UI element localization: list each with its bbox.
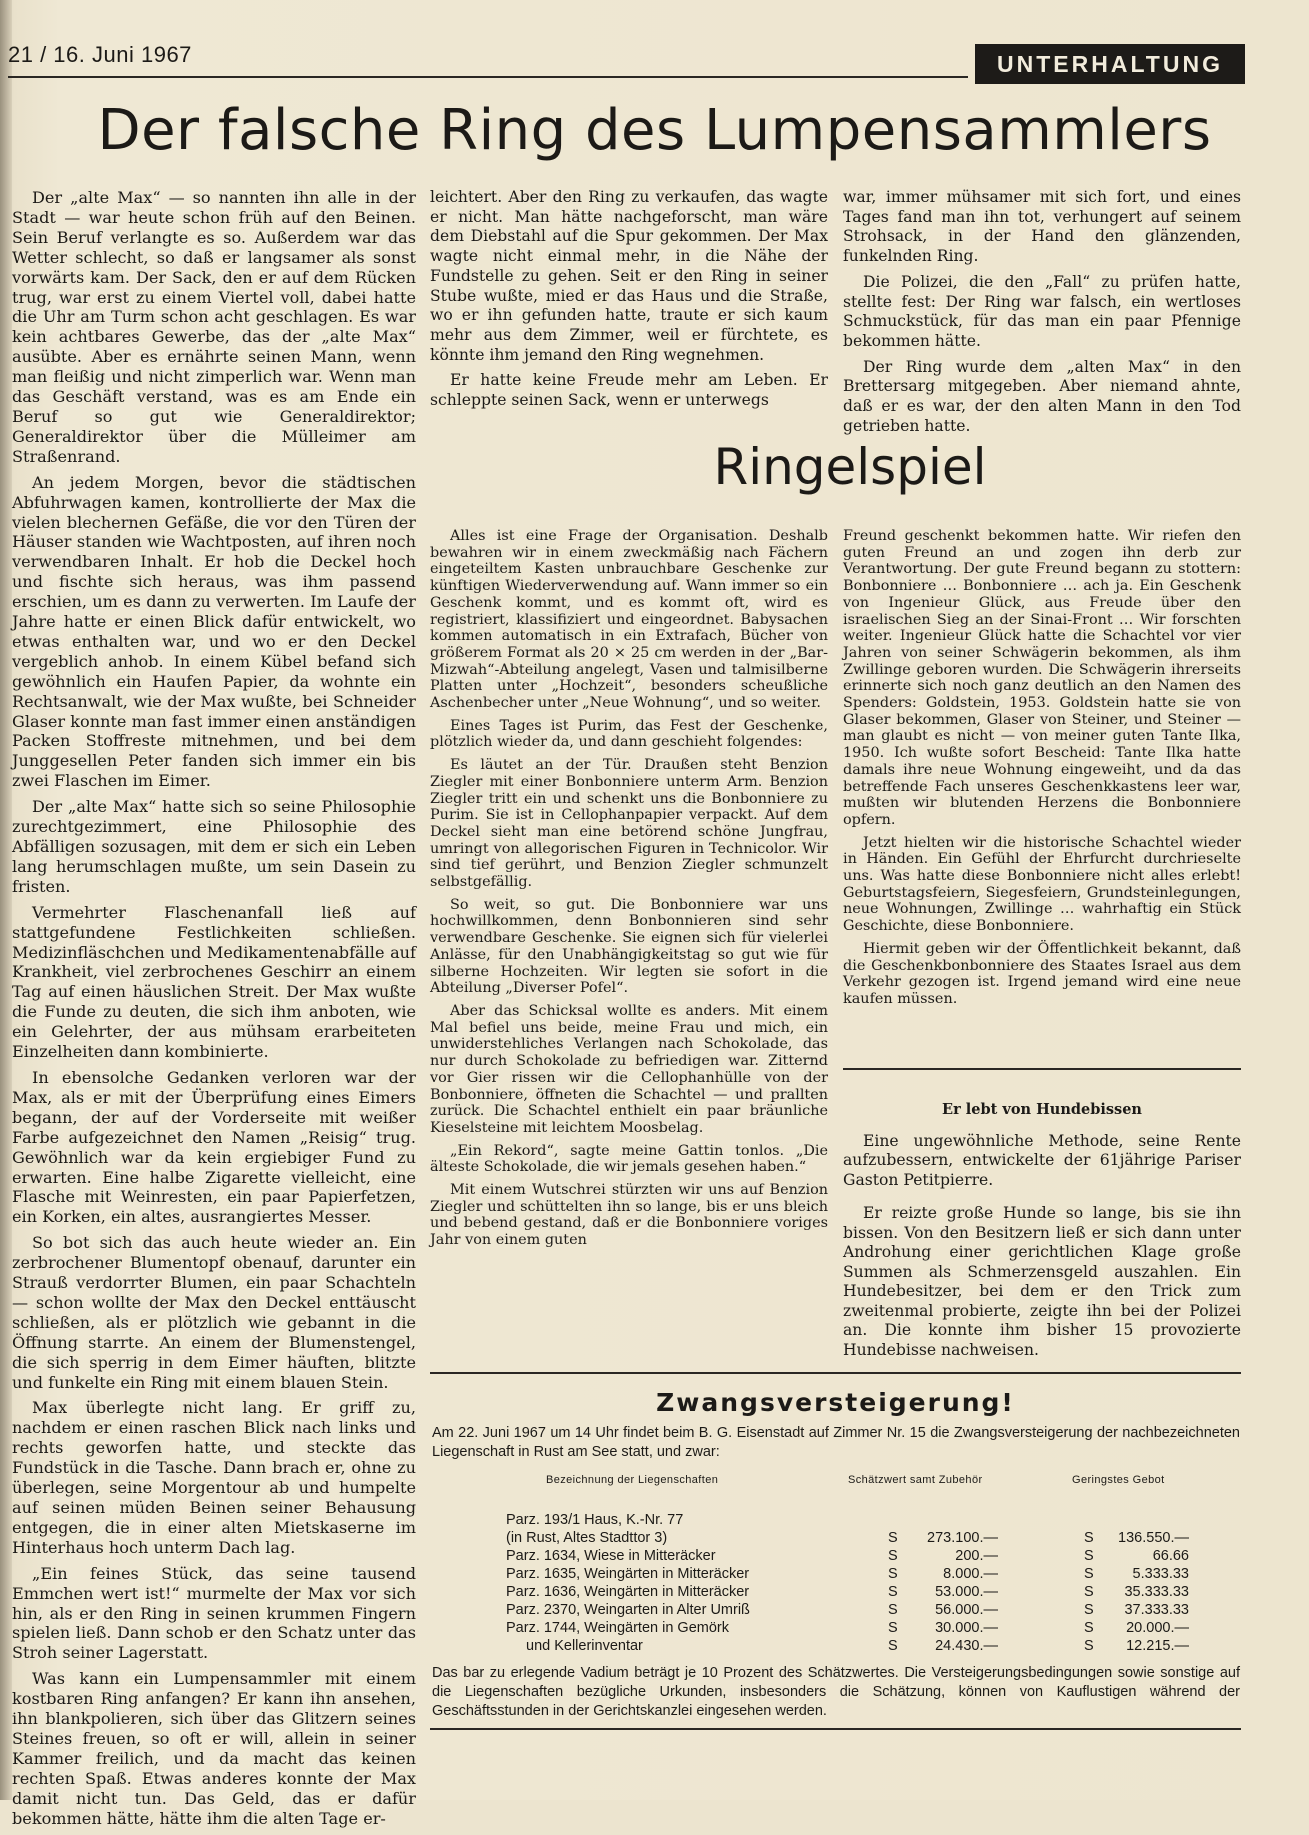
currency-symbol: S	[1084, 1602, 1094, 1618]
paragraph: Mit einem Wutschrei stürzten wir uns auf Benzion Ziegler und schüttelten ihn so lange, bis er uns bleich und bebend gestand, daß er die Bonbonniere voriges Jahr von einem guten	[430, 1182, 828, 1249]
paragraph: Es läutet an der Tür. Draußen steht Benzion Ziegler mit einer Bonbonniere unterm Arm. Benzion Ziegler tritt ein und schenkt uns die Bonbonniere zu Purim. Sie ist in Cellophanpapier verpackt. Auf dem Deckel sieht man eine betörend schöne Jungfrau, umringt von allegorischen Figuren in Technicolor. Wir sind tief gerührt, und Benzion Ziegler schmunzelt selbstgefällig.	[430, 757, 828, 891]
page-folio: 21 / 16. Juni 1967	[8, 42, 192, 67]
minimum-bid-value: 5.333.33	[1132, 1566, 1189, 1582]
notice-footer: Das bar zu erlegende Vadium beträgt je 10 Prozent des Schätzwertes. Die Versteigerungsbedingungen sowie sonstige auf die Liegenschaften bezügliche Urkunden, insbesonders die Schätzung, können von Kauflustigen während der Geschäftsstunden in der Gerichtskanzlei eingesehen werden.	[432, 1665, 1240, 1719]
currency-symbol: S	[1084, 1548, 1094, 1564]
table-row	[506, 1512, 1176, 1530]
currency-symbol: S	[1084, 1584, 1094, 1600]
currency-symbol: S	[888, 1566, 898, 1582]
paragraph: Die Polizei, die den „Fall“ zu prüfen hatte, stellte fest: Der Ring war falsch, ein wertloses Schmuckstück, für das man ein paar Pfennige bekommen hätte.	[843, 272, 1241, 350]
paragraph: Der „alte Max“ hatte sich so seine Philosophie zurechtgezimmert, eine Philosophie des Abfälligen sozusagen, mit dem er sich ein Leben lang herumschlagen mußte, um sein Dasein zu fristen.	[12, 797, 416, 896]
table-row	[506, 1602, 1189, 1620]
currency-symbol: S	[888, 1638, 898, 1654]
minimum-bid-value: 136.550.—	[1118, 1530, 1189, 1546]
property-label: Parz. 1635, Weingärten in Mitteräcker	[506, 1566, 750, 1582]
table-row	[506, 1584, 1189, 1602]
table-row	[506, 1530, 1189, 1548]
paragraph: So bot sich das auch heute wieder an. Ein zerbrochener Blumentopf obenauf, darunter ein Strauß verdorrter Blumen, ein paar Schachteln — schon wollte der Max den Deckel enttäuscht schließen, als er plötzlich wie gebannt in die Öffnung starrte. An einem der Blumenstengel, die sich sperrig in dem Eimer häuften, blitzte und funkelte ein Ring mit einem blauen Stein.	[12, 1233, 416, 1392]
header-rule	[8, 76, 968, 78]
table-row	[506, 1638, 1189, 1656]
paragraph: Jetzt hielten wir die historische Schachtel wieder in Händen. Ein Gefühl der Ehrfurcht durchrieselte uns. Was hatte diese Bonbonniere nicht alles erlebt! Geburtstagsfeiern, Siegesfeiern, Grundsteinlegungen, neue Wohnungen, Zwillinge … wahrhaftig ein Stück Geschichte, diese Bonbonniere.	[843, 834, 1241, 935]
paragraph: Freund geschenkt bekommen hatte. Wir riefen den guten Freund an und zogen ihn derb zur Verantwortung. Der gute Freund begann zu stottern: Bonbonniere … Bonbonniere … ach ja. Ein Geschenk von Ingenieur Glück, aus Freude über den israelischen Sieg an der Sinai-Front … Wir forschten weiter. Ingenieur Glück hatte die Schachtel vor vier Jahren von seiner Schwägerin bekommen, als ihm Zwillinge geboren wurden. Die Schwägerin ihrerseits erinnerte sich noch ganz deutlich an den Namen des Spenders: Goldstein, 1953. Goldstein hatte sie von Glaser bekommen, Glaser von Steiner, und Steiner — man glaubt es nicht — von meiner guten Tante Ilka, 1950. Ich wußte sofort Bescheid: Tante Ilka hatte damals ihre neue Wohnung eingeweiht, und da das betreffende Fach unseres Geschenkkastens leer war, mußten wir blutenden Herzens die Bonbonniere opfern.	[843, 528, 1241, 828]
paragraph: Aber das Schicksal wollte es anders. Mit einem Mal befiel uns beide, meine Frau und mich, ein unwiderstehliches Verlangen nach Schokolade, das nur durch Schokolade zu befriedigen war. Zitternd vor Gier rissen wir die Cellophanhülle von der Bonbonniere, öffneten die Schachtel — und prallten zurück. Die Schachtel enthielt ein paar bräunliche Kieselsteine mit leichtem Moosbelag.	[430, 1002, 828, 1136]
minimum-bid-value: 12.215.—	[1126, 1638, 1189, 1654]
property-label: (in Rust, Altes Stadttor 3)	[506, 1530, 668, 1546]
article-ringelspiel-column-1	[430, 528, 828, 1255]
table-row	[506, 1566, 1189, 1584]
currency-symbol: S	[888, 1530, 898, 1546]
auction-table	[506, 1512, 1189, 1656]
property-label: Parz. 193/1 Haus, K.-Nr. 77	[506, 1512, 684, 1528]
article-headline-ringelspiel: Ringelspiel	[713, 438, 987, 496]
paragraph: „Ein Rekord“, sagte meine Gattin tonlos. „Die älteste Schokolade, die wir jemals gesehen haben.“	[430, 1142, 828, 1176]
article-headline-hundebisse: Er lebt von Hundebissen	[942, 1101, 1142, 1118]
table-header-property: Bezeichnung der Liegenschaften	[546, 1474, 719, 1486]
property-label: Parz. 2370, Weingarten in Alter Umriß	[506, 1602, 750, 1618]
paragraph: Max überlegte nicht lang. Er griff zu, nachdem er einen raschen Blick nach links und rechts geworfen hatte, und steckte das Fundstück in die Tasche. Dann brach er, ohne zu überlegen, seine Morgentour ab und humpelte auf seinen müden Beinen seiner Behausung entgegen, die in einer alten Mietskaserne im Hinterhaus hoch unterm Dach lag.	[12, 1398, 416, 1557]
paragraph: Eines Tages ist Purim, das Fest der Geschenke, plötzlich wieder da, und dann geschieht folgendes:	[430, 717, 828, 751]
article-ring-column-2	[430, 188, 828, 417]
paragraph: war, immer mühsamer mit sich fort, und eines Tages fand man ihn tot, verhungert auf seinem Strohsack, in der Hand den glänzenden, funkelnden Ring.	[843, 188, 1241, 266]
valuation-value: 8.000.—	[943, 1566, 998, 1582]
minimum-bid-value: 20.000.—	[1126, 1620, 1189, 1636]
paragraph: Was kann ein Lumpensammler mit einem kostbaren Ring anfangen? Er kann ihn ansehen, ihn blankpolieren, sich über das Glitzern seines Steines freuen, so oft er will, allein in seiner Kammer freilich, und da macht das keinen rechten Spaß. Etwas anderes konnte der Max damit nicht tun. Das Geld, das er dafür bekommen hätte, hätte ihm die alten Tage er-	[12, 1669, 416, 1828]
property-label: Parz. 1744, Weingärten in Gemörk	[506, 1620, 729, 1636]
section-rubric: UNTERHALTUNG	[975, 44, 1245, 84]
paragraph: „Ein feines Stück, das seine tausend Emmchen wert ist!“ murmelte der Max vor sich hin, als er den Ring in seinen krummen Fingern spielen ließ. Dann schob er den Schatz unter das Stroh seiner Lagerstatt.	[12, 1563, 416, 1663]
short-news-rule	[843, 1068, 1241, 1070]
paragraph: An jedem Morgen, bevor die städtischen Abfuhrwagen kamen, kontrollierte der Max die vielen blechernen Gefäße, die vor den Türen der Häuser standen wie Wachtposten, auf ihren noch verwendbaren Inhalt. Er hob die Deckel hoch und fischte sich heraus, was ihm passend erschien, um es dann zu verwerten. Im Laufe der Jahre hatte er einen Blick dafür entwickelt, wo etwas enthalten war, und wo er den Deckel vergeblich anhob. In einem Kübel befand sich gewöhnlich ein Haufen Papier, da wohnte ein Rechtsanwalt, wie der Max wußte, bei Schneider Glaser konnte man fast immer einen anständigen Packen Stoffreste mitnehmen, und bei dem Junggesellen Peter fanden sich immer ein bis zwei Flaschen im Eimer.	[12, 472, 416, 791]
paragraph: So weit, so gut. Die Bonbonniere war uns hochwillkommen, denn Bonbonnieren sind sehr verwendbare Geschenke. Sie eignen sich für vielerlei Anlässe, für den Unabhängigkeitstag so gut wie für silberne Hochzeiten. Wir legten sie sofort in die Abteilung „Diverser Pofel“.	[430, 896, 828, 997]
valuation-value: 273.100.—	[927, 1530, 998, 1546]
table-row	[506, 1620, 1189, 1638]
article-ringelspiel-column-2	[843, 528, 1241, 1014]
currency-symbol: S	[1084, 1638, 1094, 1654]
valuation-value: 56.000.—	[935, 1602, 998, 1618]
article-hundebisse	[843, 1100, 1241, 1366]
paragraph: Hiermit geben wir der Öffentlichkeit bekannt, daß die Geschenkbonbonniere des Staates Israel aus dem Verkehr gezogen ist. Irgend jemand wird eine neue kaufen müssen.	[843, 940, 1241, 1007]
notice-intro: Am 22. Juni 1967 um 14 Uhr findet beim B. G. Eisenstadt auf Zimmer Nr. 15 die Zwangsversteigerung der nachbezeichneten Liegenschaft in Rust am See statt, und zwar:	[432, 1425, 1240, 1460]
notice-rule-bottom	[430, 1728, 1241, 1730]
table-header-valuation: Schätzwert samt Zubehör	[848, 1474, 983, 1486]
property-label: und Kellerinventar	[526, 1638, 643, 1654]
paragraph: leichtert. Aber den Ring zu verkaufen, das wagte er nicht. Man hätte nachgeforscht, man wäre dem Diebstahl auf die Spur gekommen. Der Max wagte nicht einmal mehr, in die Nähe der Fundstelle zu gehen. Seit er den Ring in seiner Stube wußte, mied er das Haus und die Straße, wo er ihn gefunden hatte, traute er sich kaum mehr aus dem Zimmer, weil er fürchtete, es könnte ihm jemand den Ring wegnehmen.	[430, 188, 828, 364]
valuation-value: 24.430.—	[935, 1638, 998, 1654]
property-label: Parz. 1634, Wiese in Mitteräcker	[506, 1548, 716, 1564]
paragraph: Der „alte Max“ — so nannten ihn alle in der Stadt — war heute schon früh auf den Beinen. Sein Beruf verlangte es so. Außerdem war das Wetter schlecht, so daß er langsamer als sonst vorwärts kam. Der Sack, den er auf dem Rücken trug, war erst zu einem Viertel voll, dabei hatte die Uhr am Turm schon acht geschlagen. Es war kein achtbares Gewerbe, das der „alte Max“ ausübte. Aber es ernährte seinen Mann, wenn man fleißig und nicht zimperlich war. Wenn man das Geschäft verstand, was es am Ende ein Beruf so gut wie Generaldirektor; Generaldirektor über die Mülleimer am Straßenrand.	[12, 188, 416, 466]
property-label: Parz. 1636, Weingärten in Mitteräcker	[506, 1584, 750, 1600]
currency-symbol: S	[1084, 1566, 1094, 1582]
currency-symbol: S	[1084, 1620, 1094, 1636]
currency-symbol: S	[888, 1620, 898, 1636]
currency-symbol: S	[888, 1548, 898, 1564]
minimum-bid-value: 37.333.33	[1124, 1602, 1189, 1618]
notice-rule-top	[430, 1372, 1241, 1374]
minimum-bid-value: 66.66	[1152, 1548, 1189, 1564]
valuation-value: 30.000.—	[935, 1620, 998, 1636]
article-ring-column-1	[12, 188, 416, 1835]
notice-title: Zwangsversteigerung!	[656, 1388, 1015, 1417]
valuation-value: 200.—	[955, 1548, 998, 1564]
currency-symbol: S	[1084, 1530, 1094, 1546]
article-headline-ring: Der falsche Ring des Lumpensammlers	[97, 98, 1212, 163]
page-gutter-shadow	[0, 0, 12, 1800]
currency-symbol: S	[888, 1584, 898, 1600]
paragraph: Eine ungewöhnliche Methode, seine Rente aufzubessern, entwickelte der 61jährige Pariser Gaston Petitpierre.	[843, 1131, 1241, 1189]
currency-symbol: S	[888, 1602, 898, 1618]
paragraph: Vermehrter Flaschenanfall ließ auf stattgefundene Festlichkeiten schließen. Medizinfläschchen und Medikamentenabfälle auf Krankheit, viel zerbrochenes Geschirr an einem Tag auf einen häuslichen Streit. Der Max wußte die Funde zu deuten, die sich ihm anboten, wie ein Gelehrter, der aus mühsam erarbeiteten Einzelheiten dann kombinierte.	[12, 902, 416, 1062]
paragraph: Er hatte keine Freude mehr am Leben. Er schleppte seinen Sack, wenn er unterwegs	[430, 371, 828, 410]
table-header-minimum-bid: Geringstes Gebot	[1072, 1474, 1165, 1486]
paragraph: Der Ring wurde dem „alten Max“ in den Brettersarg mitgegeben. Aber niemand ahnte, daß er es war, der den alten Mann in den Tod getrieben hatte.	[843, 357, 1241, 435]
paragraph: Alles ist eine Frage der Organisation. Deshalb bewahren wir in einem zweckmäßig nach Fächern eingeteiltem Kasten unbrauchbare Geschenke zur künftigen Wiederverwendung auf. Wann immer so ein Geschenk kommt, und es kommt oft, wird es registriert, klassifiziert und eingeordnet. Babysachen kommen automatisch in ein Extrafach, Bücher von größerem Format als 20 × 25 cm werden in der „Bar-Mizwah“-Abteilung angelegt, Vasen und talmisilberne Platten unter „Hochzeit“, besonders scheußliche Aschenbecher unter „Neue Wohnung“, und so weiter.	[430, 528, 828, 712]
valuation-value: 53.000.—	[935, 1584, 998, 1600]
paragraph: In ebensolche Gedanken verloren war der Max, als er mit der Überprüfung eines Eimers begann, der auf der Vorderseite mit weißer Farbe aufgezeichnet den Namen „Reisig“ trug. Gewöhnlich war da kein ergiebiger Fund zu erwarten. Eine halbe Zigarette vielleicht, eine Flasche mit Weinresten, ein paar Papierfetzen, ein Korken, ein altes, ausrangiertes Messer.	[12, 1067, 416, 1227]
minimum-bid-value: 35.333.33	[1124, 1584, 1189, 1600]
article-ring-column-3	[843, 188, 1241, 442]
paragraph: Er reizte große Hunde so lange, bis sie ihn bissen. Von den Besitzern ließ er sich dann unter Androhung einer gerichtlichen Klage große Summen als Schmerzensgeld auszahlen. Ein Hundebesitzer, bei dem er den Trick zum zweitenmal probierte, zeigte ihn bei der Polizei an. Die konnte ihm bisher 15 provozierte Hundebisse nachweisen.	[843, 1204, 1241, 1359]
table-row	[506, 1548, 1189, 1566]
